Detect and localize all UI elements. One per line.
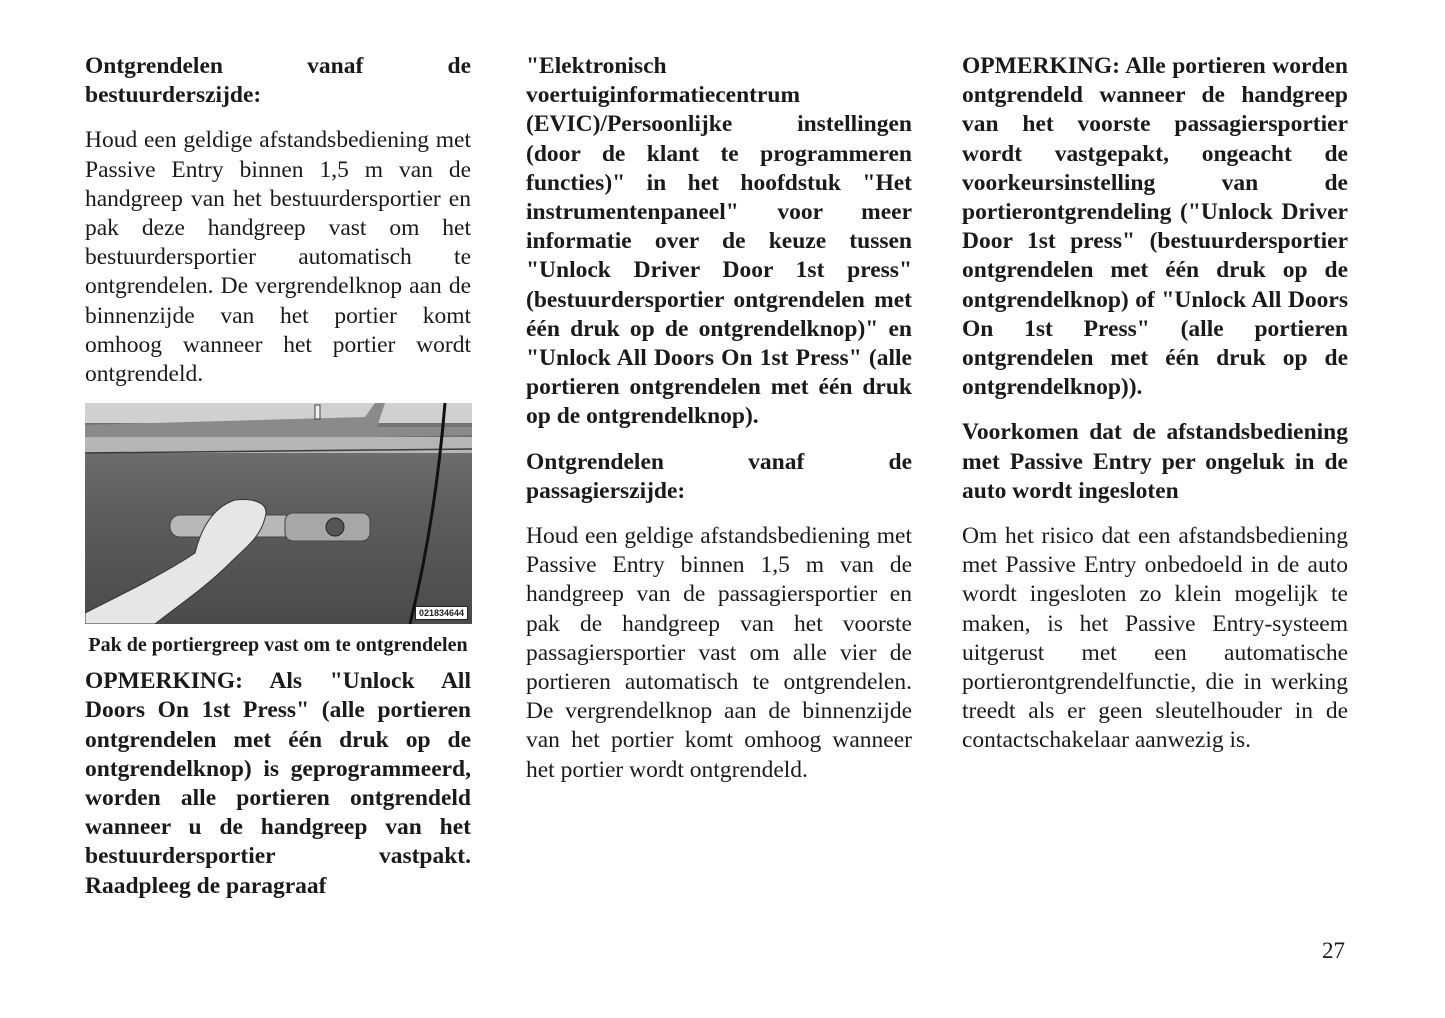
note-evic-reference: "Elektronisch voertuiginformatiecentrum (EVIC)/Persoonlijke instellingen (door de klant te programmeren functies)" in het hoofdstuk "Het instrumentenpaneel" voor meer informatie over de keuze tussen "Unlock Driver Door 1st press" (bestuurdersportier ontgrendelen met één druk op de ontgrendelknop)" en "Unlock All Doors On 1st Press" (alle portieren ontgrendelen met één druk op de ontgrendelknop).: [526, 53, 912, 430]
note-unlock-all-doors: OPMERKING: Als "Unlock All Doors On 1st Press" (alle portieren ontgrendelen met één druk op de ontgrendelknop) is geprogrammeerd, worden alle portieren ontgrendeld wanneer u de handgreep van het bestuurdersportier vastpakt. Raadpleeg de paragraaf: [85, 668, 471, 899]
column-3: [962, 52, 1348, 756]
note-all-doors-passenger: OPMERKING: Alle portieren worden ontgrendeld wanneer de handgreep van het voorste passagiersportier wordt vastgepakt, ongeacht de voorkeursinstelling van de portierontgrendeling ("Unlock Driver Door 1st press" (bestuurdersportier ontgrendelen met één druk op de ontgrendelknop) of "Unlock All Doors On 1st Press" (alle portieren ontgrendelen met één druk op de ontgrendelknop)).: [962, 53, 1348, 401]
section-heading-passenger-side: Ontgrendelen vanaf de passagierszijde:: [526, 448, 912, 504]
paragraph-prevent-lockin: Om het risico dat een afstandsbediening met Passive Entry onbedoeld in de auto wordt ingesloten zo klein mogelijk te maken, is het Passive Entry-systeem uitgerust met een automatische portierontgrendelfunctie, die in werking treedt als er geen sleutelhouder in de contactschakelaar aanwezig is.: [962, 523, 1348, 754]
section-heading-prevent-lockin: Voorkomen dat de afstandsbediening met Passive Entry per ongeluk in de auto wordt ingesloten: [962, 419, 1348, 504]
column-2: [526, 52, 912, 785]
section-heading-driver-side: Ontgrendelen vanaf de bestuurderszijde:: [85, 53, 471, 109]
door-handle-figure: [85, 403, 472, 624]
figure-caption: Pak de portiergreep vast om te ontgrendelen: [88, 634, 468, 657]
door-handle-hand-illustration-icon: [85, 403, 472, 624]
paragraph-driver-side: Houd een geldige afstandsbediening met Passive Entry binnen 1,5 m van de handgreep van het bestuurdersportier en pak deze handgreep vast om het bestuurdersportier automatisch te ontgrendelen. De vergrendelknop aan de binnenzijde van het portier komt omhoog wanneer het portier wordt ontgrendeld.: [85, 127, 471, 388]
figure-id-label: 021834644: [415, 606, 468, 620]
page-number: 27: [1322, 938, 1345, 963]
paragraph-passenger-side: Houd een geldige afstandsbediening met Passive Entry binnen 1,5 m van de handgreep van de passagiersportier en pak de handgreep van het voorste passagiersportier vast om alle vier de portieren automatisch te ontgrendelen. De vergrendelknop aan de binnenzijde van het portier komt omhoog wanneer het portier wordt ontgrendeld.: [526, 523, 912, 783]
column-1: [85, 52, 471, 901]
